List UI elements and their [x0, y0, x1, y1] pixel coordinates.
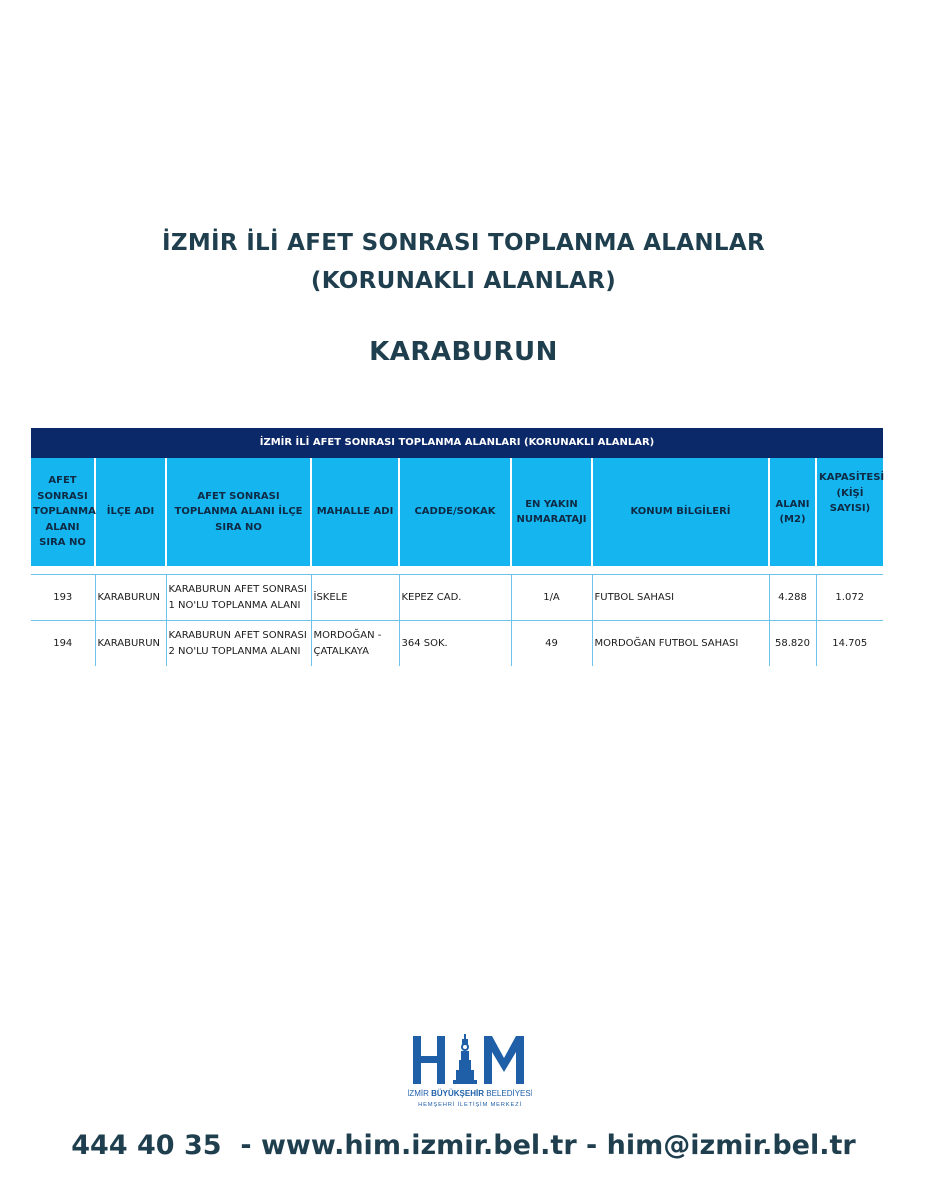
- col-header-ilce-sira-no: AFET SONRASI TOPLANMA ALANI İLÇE SIRA NO: [166, 458, 311, 566]
- footer-contact: 444 40 35 - www.him.izmir.bel.tr - him@izmir.bel.tr: [71, 1130, 856, 1161]
- cell-konum: MORDOĞAN FUTBOL SAHASI: [592, 621, 769, 667]
- col-header-alani: ALANI (M2): [769, 458, 816, 566]
- cell-kapasite: 14.705: [816, 621, 883, 667]
- table-banner: İZMİR İLİ AFET SONRASI TOPLANMA ALANLARI (KORUNAKLI ALANLAR): [31, 428, 883, 458]
- page-title-line1: İZMİR İLİ AFET SONRASI TOPLANMA ALANLAR: [162, 230, 765, 256]
- district-heading: KARABURUN: [369, 337, 558, 367]
- him-logo: [408, 1032, 532, 1110]
- cell-mahalle-adi: MORDOĞAN - ÇATALKAYA: [311, 621, 399, 667]
- cell-numarataj: 1/A: [511, 575, 592, 621]
- cell-sira-no: 193: [31, 575, 95, 621]
- svg-text:İZMİR BÜYÜKŞEHİR B: [408, 1089, 532, 1098]
- cell-numarataj: 49: [511, 621, 592, 667]
- cell-cadde-sokak: KEPEZ CAD.: [399, 575, 511, 621]
- cell-konum: FUTBOL SAHASI: [592, 575, 769, 621]
- col-header-sira-no: AFET SONRASI TOPLANMA ALANI SIRA NO: [31, 458, 95, 566]
- col-header-mahalle-adi: MAHALLE ADI: [311, 458, 399, 566]
- col-header-ilce-adi: İLÇE ADI: [95, 458, 166, 566]
- cell-ilce-sira-no: KARABURUN AFET SONRASI 1 NO'LU TOPLANMA ALANI: [166, 575, 311, 621]
- logo-line2: HEMŞEHRİ İLETİŞİM MERKEZİ: [418, 1102, 522, 1108]
- cell-cadde-sokak: 364 SOK.: [399, 621, 511, 667]
- cell-ilce-adi: KARABURUN: [95, 575, 166, 621]
- table-row: [31, 575, 883, 621]
- col-header-kapasite: KAPASİTESİ (KİŞİ SAYISI): [816, 458, 883, 566]
- table-header-row: [31, 458, 883, 566]
- cell-ilce-sira-no: KARABURUN AFET SONRASI 2 NO'LU TOPLANMA ALANI: [166, 621, 311, 667]
- col-header-numarataj: EN YAKIN NUMARATAJI: [511, 458, 592, 566]
- logo-line1-bold: BÜYÜKŞEHİR: [431, 1089, 484, 1098]
- cell-ilce-adi: KARABURUN: [95, 621, 166, 667]
- cell-alani: 4.288: [769, 575, 816, 621]
- col-header-konum: KONUM BİLGİLERİ: [592, 458, 769, 566]
- cell-alani: 58.820: [769, 621, 816, 667]
- table-row: [31, 621, 883, 667]
- cell-mahalle-adi: İSKELE: [311, 575, 399, 621]
- him-logo-graphic: [408, 1032, 532, 1110]
- logo-line1-suffix: BELEDİYESİ: [486, 1089, 532, 1098]
- cell-sira-no: 194: [53, 637, 73, 649]
- col-header-cadde-sokak: CADDE/SOKAK: [399, 458, 511, 566]
- clock-tower-icon: [453, 1034, 477, 1084]
- logo-line1-prefix: İZMİR: [408, 1089, 429, 1098]
- page-title-line2: (KORUNAKLI ALANLAR): [310, 268, 617, 294]
- cell-kapasite: 1.072: [816, 575, 883, 621]
- assembly-areas-table: [31, 428, 883, 666]
